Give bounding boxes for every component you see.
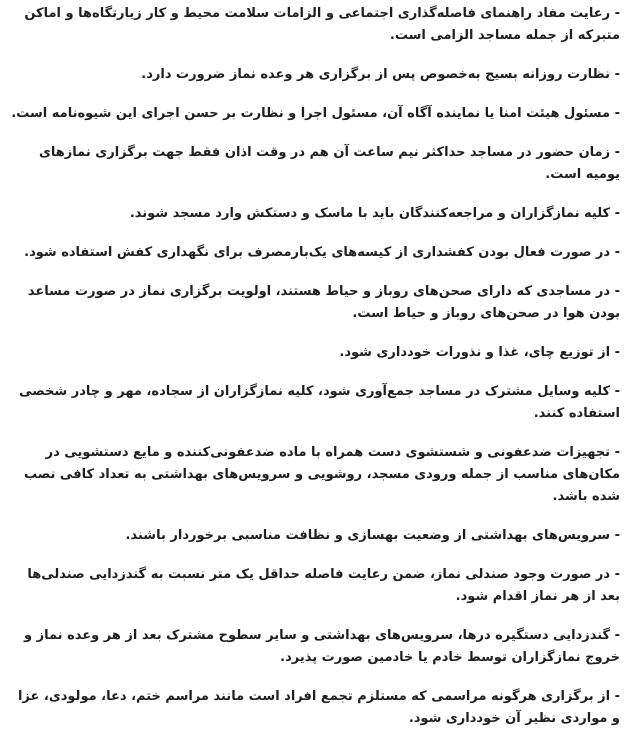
paragraph-11: - سرویس‌های بهداشتی از وضعیت بهسازی و نظافت مناسبی برخوردار باشند. [125, 528, 620, 543]
paragraph-4: - زمان حضور در مساجد حداکثر نیم ساعت آن هم در وقت اذان فقط جهت برگزاری نمازهای یومیه است. [39, 145, 620, 182]
paragraph-3: - مسئول هیئت امنا یا نماینده آگاه آن، مسئول اجرا و نظارت بر حسن اجرای این شیوه‌نامه است. [11, 106, 620, 121]
paragraph-13: - گندزدایی دستگیره درها، سرویس‌های بهداشتی و سایر سطوح مشترک بعد از هر وعده نماز و خروج نمازگزاران توسط خادم یا خادمین صورت پذیرد. [24, 628, 620, 665]
paragraph-12: - در صورت وجود صندلی نماز، ضمن رعایت فاصله حداقل یک متر نسبت به گندزدایی صندلی‌ها بعد از هر نماز اقدام شود. [27, 567, 620, 604]
paragraph-9: - کلیه وسایل مشترک در مساجد جمع‌آوری شود، کلیه نمازگزاران از سجاده، مهر و چادر شخصی استفاده کنند. [19, 384, 620, 421]
paragraph-2: - نظارت روزانه بسیج به‌خصوص پس از برگزاری هر وعده نماز ضرورت دارد. [141, 67, 620, 82]
paragraph-6: - در صورت فعال بودن کفشداری از کیسه‌های یک‌بارمصرف برای نگهداری کفش استفاده شود. [24, 245, 620, 260]
paragraph-7: - در مساجدی که دارای صحن‌های روباز و حیاط هستند، اولویت برگزاری نماز در صورت مساعد بودن هوا در صحن‌های روباز و حیاط است. [27, 284, 620, 321]
paragraph-8: - از توزیع چای، غذا و نذورات خودداری شود. [339, 345, 620, 360]
paragraph-10: - تجهیزات ضدعفونی و شستشوی دست همراه با ماده ضدعفونی‌کننده و مایع دستشویی در مکان‌های مناسب از جمله ورودی مسجد، روشویی و سرویس‌های بهداشتی به تعداد کافی نصب شده باشد. [23, 445, 620, 504]
paragraph-5: - کلیه نمازگزاران و مراجعه‌کنندگان باید با ماسک و دستکش وارد مسجد شوند. [129, 206, 620, 221]
paragraph-1: - رعایت مفاد راهنمای فاصله‌گذاری اجتماعی و الزامات سلامت محیط و کار زیارتگاه‌ها و اماکن متبرکه از جمله مساجد الزامی است. [24, 6, 620, 43]
paragraph-14: - از برگزاری هرگونه مراسمی که مستلزم تجمع افراد است مانند مراسم ختم، دعا، مولودی، عزا و مواردی نظیر آن خودداری شود. [17, 689, 620, 726]
